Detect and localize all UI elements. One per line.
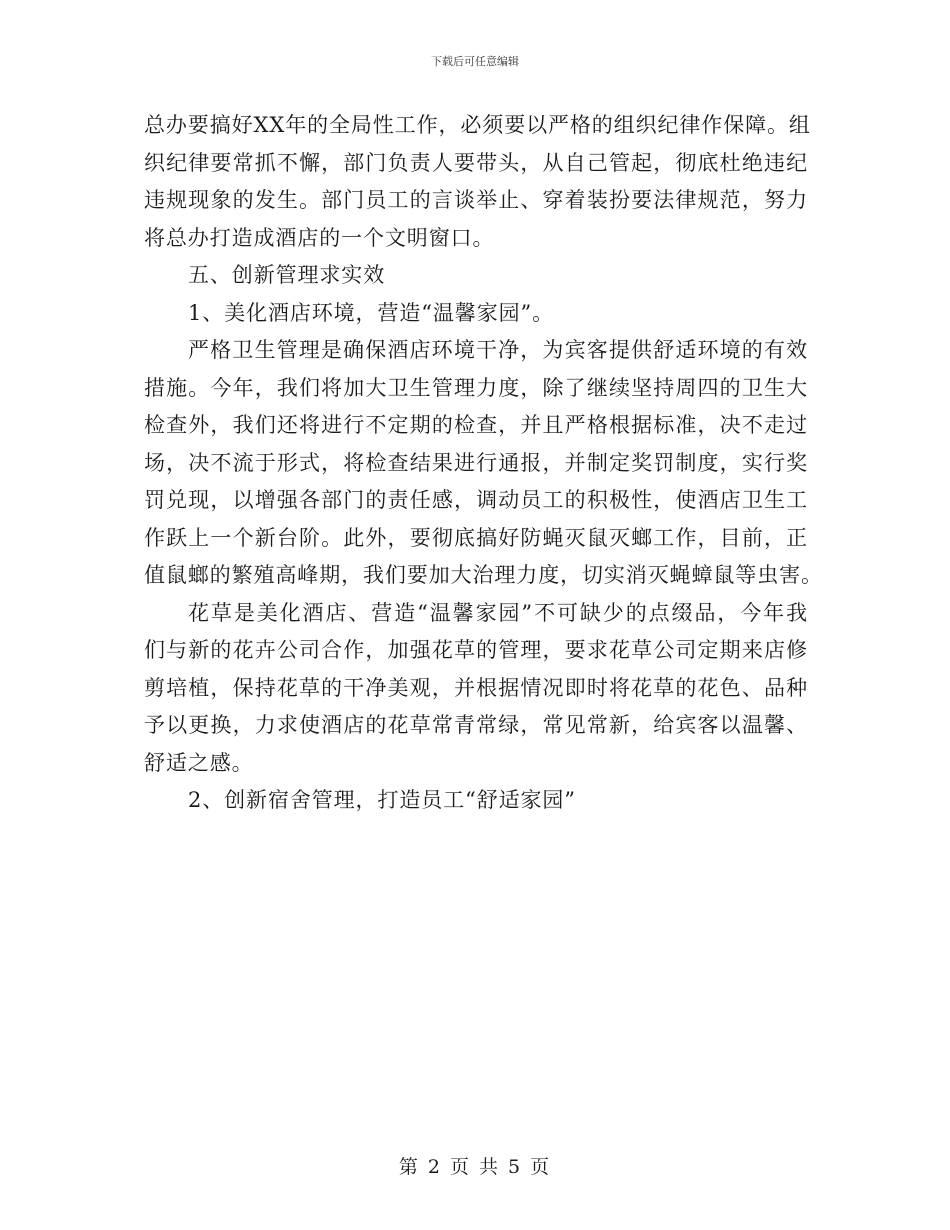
paragraph-line: 花草是美化酒店、营造“温馨家园”不可缺少的点缀品，今年我 (188, 600, 808, 625)
paragraph-line: 剪培植，保持花草的干净美观，并根据情况即时将花草的花色、品种 (144, 675, 808, 700)
paragraph-line: 违规现象的发生。部门员工的言谈举止、穿着装扮要法律规范，努力 (144, 188, 808, 212)
paragraph-line: 值鼠螂的繁殖高峰期，我们要加大治理力度，切实消灭蝇蟑鼠等虫害。 (144, 563, 823, 587)
paragraph-line: 总办要搞好XX年的全局性工作，必须要以严格的组织纪律作保障。组 (144, 113, 811, 137)
page-header-note: 下载后可任意编辑 (431, 55, 519, 68)
paragraph-line: 罚兑现，以增强各部门的责任感，调动员工的积极性，使酒店卫生工 (144, 488, 808, 512)
paragraph-line: 织纪律要常抓不懈，部门负责人要带头，从自己管起，彻底杜绝违纪 (144, 150, 808, 175)
paragraph-line: 予以更换，力求使酒店的花草常青常绿，常见常新，给宾客以温馨、 (144, 713, 808, 737)
subsection-heading: 2、创新宿舍管理，打造员工“舒适家园” (188, 788, 576, 812)
paragraph-line: 检查外，我们还将进行不定期的检查，并且严格根据标准，决不走过 (144, 413, 808, 437)
paragraph-line: 措施。今年，我们将加大卫生管理力度，除了继续坚持周四的卫生大 (144, 375, 808, 400)
paragraph-line: 们与新的花卉公司合作，加强花草的管理，要求花草公司定期来店修 (144, 638, 808, 662)
section-heading: 五、创新管理求实效 (188, 263, 386, 287)
paragraph-line: 作跃上一个新台阶。此外，要彻底搞好防蝇灭鼠灭螂工作，目前，正 (144, 525, 808, 550)
paragraph-line: 场，决不流于形式，将检查结果进行通报，并制定奖罚制度，实行奖 (144, 450, 808, 475)
document-body (144, 107, 823, 820)
paragraph-line: 将总办打造成酒店的一个文明窗口。 (144, 225, 495, 250)
subsection-heading: 1、美化酒店环境，营造“温馨家园”。 (188, 300, 555, 325)
page-number: 第 2 页 共 5 页 (398, 1156, 552, 1178)
paragraph-line: 舒适之感。 (144, 750, 254, 775)
paragraph-line: 严格卫生管理是确保酒店环境干净，为宾客提供舒适环境的有效 (188, 338, 808, 362)
